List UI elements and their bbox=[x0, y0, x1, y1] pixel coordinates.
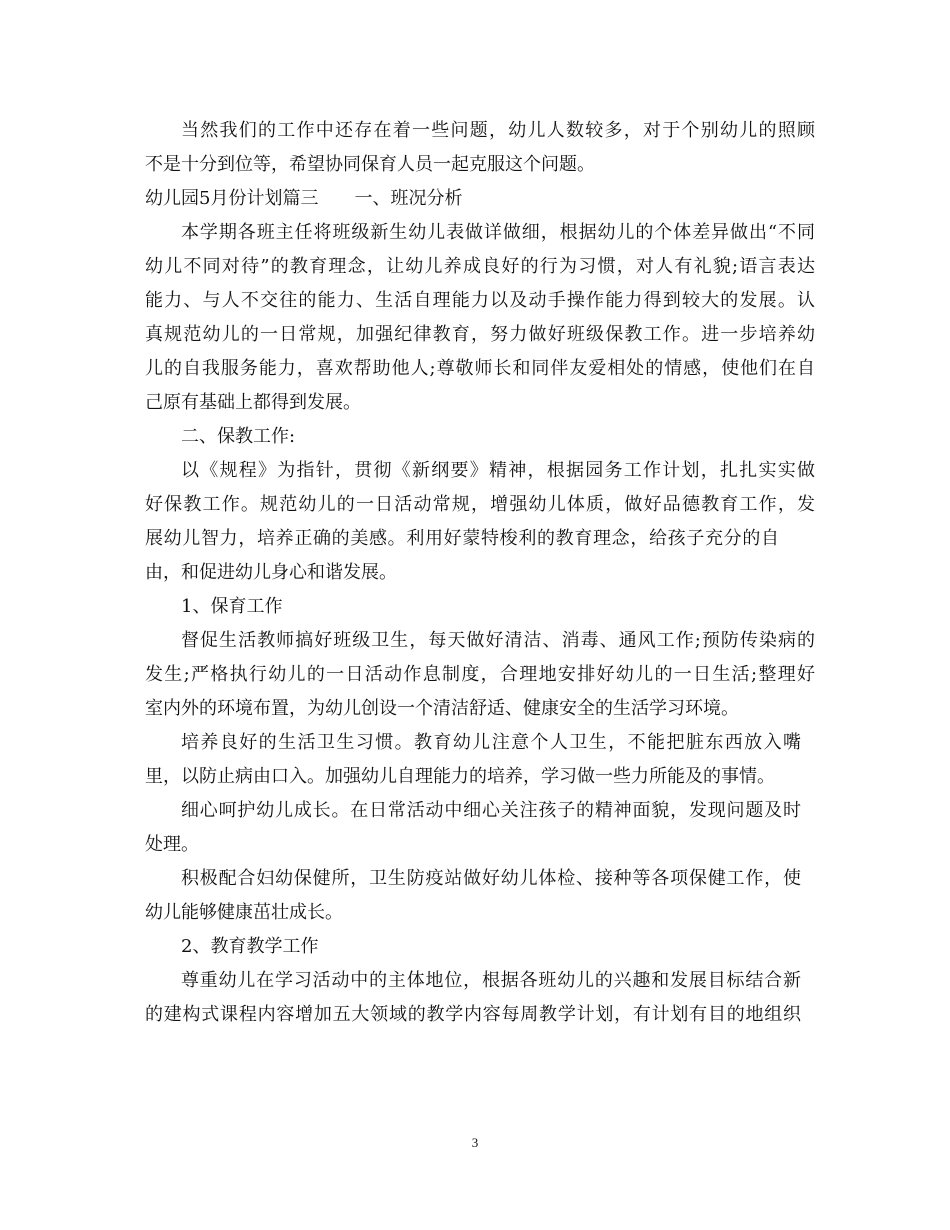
paragraph-line: 积极配合妇幼保健所，卫生防疫站做好幼儿体检、接种等各项保健工作，使 bbox=[181, 868, 801, 889]
paragraph-line: 细心呵护幼儿成长。在日常活动中细心关注孩子的精神面貌，发现问题及时 bbox=[181, 800, 801, 821]
paragraph-line: 尊重幼儿在学习活动中的主体地位，根据各班幼儿的兴趣和发展目标结合新 bbox=[181, 970, 801, 991]
paragraph-line: 以《规程》为指针，贯彻《新纲要》精神，根据园务工作计划，扎扎实实做 bbox=[181, 460, 815, 481]
page-number: 3 bbox=[471, 1135, 479, 1150]
paragraph-line: 发生;严格执行幼儿的一日活动作息制度，合理地安排好幼儿的一日生活;整理好 bbox=[145, 664, 815, 685]
paragraph-line: 幼儿能够健康茁壮成长。 bbox=[145, 902, 343, 923]
paragraph-line: 室内外的环境布置，为幼儿创设一个清洁舒适、健康安全的生活学习环境。 bbox=[145, 698, 739, 719]
paragraph-line: 培养良好的生活卫生习惯。教育幼儿注意个人卫生，不能把脏东西放入嘴 bbox=[181, 732, 801, 753]
paragraph-line: 展幼儿智力，培养正确的美感。利用好蒙特梭利的教育理念，给孩子充分的自 bbox=[145, 528, 779, 549]
paragraph-line: 能力、与人不交往的能力、生活自理能力以及动手操作能力得到较大的发展。认 bbox=[145, 290, 815, 311]
paragraph-line: 由，和促进幼儿身心和谐发展。 bbox=[145, 562, 397, 583]
paragraph-line: 不是十分到位等，希望协同保育人员一起克服这个问题。 bbox=[145, 154, 595, 175]
paragraph-line: 己原有基础上都得到发展。 bbox=[145, 392, 361, 413]
paragraph-line: 本学期各班主任将班级新生幼儿表做详做细，根据幼儿的个体差异做出“不同 bbox=[181, 222, 815, 243]
paragraph-line: 的建构式课程内容增加五大领域的教学内容每周教学计划，有计划有目的地组织 bbox=[145, 1004, 801, 1025]
paragraph-line: 里，以防止病由口入。加强幼儿自理能力的培养，学习做一些力所能及的事情。 bbox=[145, 766, 775, 787]
paragraph-line: 真规范幼儿的一日常规，加强纪律教育，努力做好班级保教工作。进一步培养幼 bbox=[145, 324, 815, 345]
section-heading: 幼儿园5月份计划篇三 一、班况分析 bbox=[145, 188, 463, 209]
subsection-heading: 1、保育工作 bbox=[181, 596, 283, 617]
paragraph-line: 处理。 bbox=[145, 834, 199, 855]
section-heading: 二、保教工作: bbox=[181, 426, 296, 447]
subsection-heading: 2、教育教学工作 bbox=[181, 936, 319, 957]
paragraph-line: 儿的自我服务能力，喜欢帮助他人;尊敬师长和同伴友爱相处的情感，使他们在自 bbox=[145, 358, 815, 379]
paragraph-line: 督促生活教师搞好班级卫生，每天做好清洁、消毒、通风工作;预防传染病的 bbox=[181, 630, 815, 651]
paragraph-line: 幼儿不同对待”的教育理念，让幼儿养成良好的行为习惯，对人有礼貌;语言表达 bbox=[145, 256, 815, 277]
paragraph-line: 当然我们的工作中还存在着一些问题，幼儿人数较多，对于个别幼儿的照顾 bbox=[181, 120, 815, 141]
paragraph-line: 好保教工作。规范幼儿的一日活动常规，增强幼儿体质，做好品德教育工作，发 bbox=[145, 494, 815, 515]
